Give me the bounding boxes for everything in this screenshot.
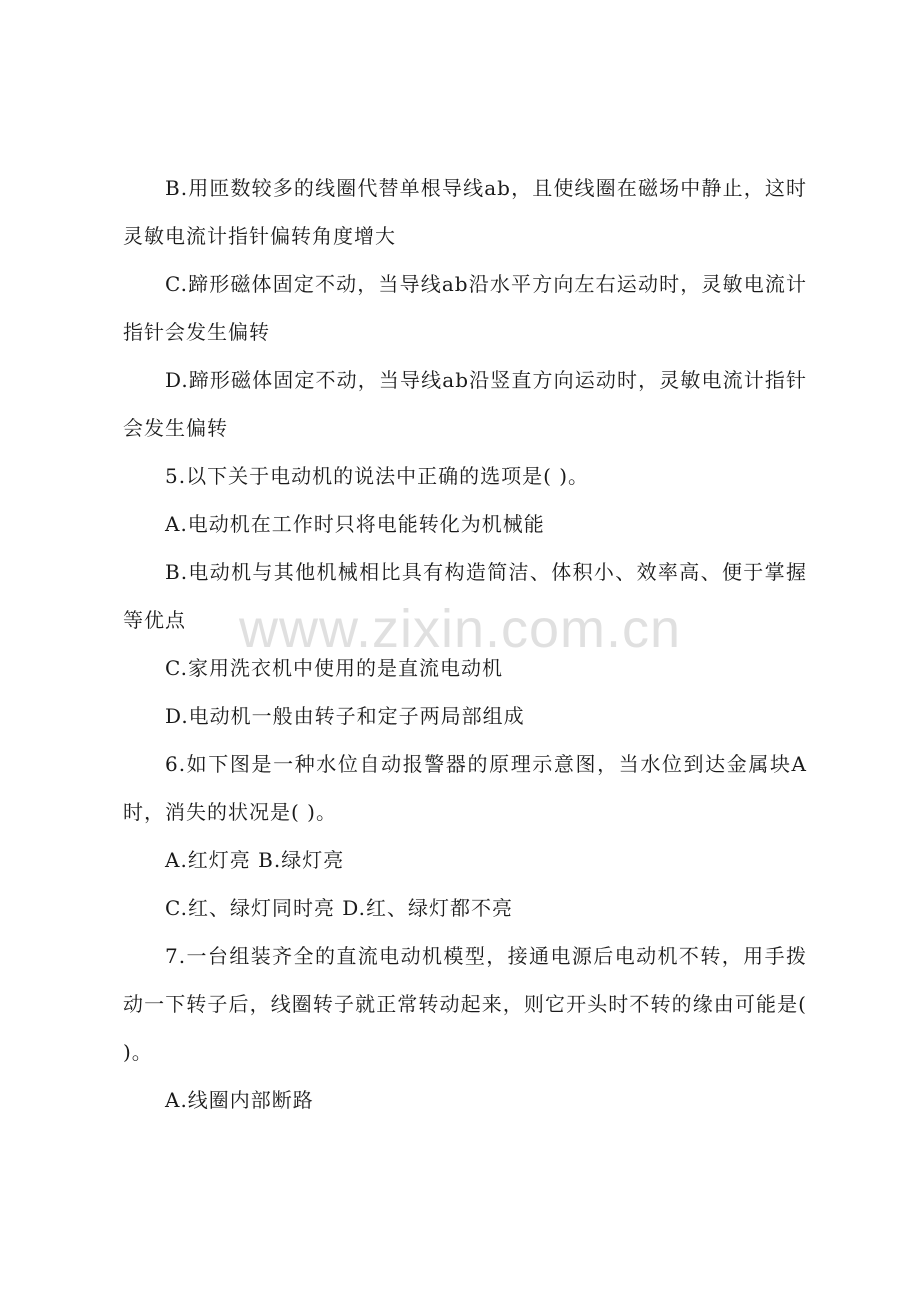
question-paragraph: 6.如下图是一种水位自动报警器的原理示意图，当水位到达金属块A时，消失的状况是( )。 (123, 752, 807, 824)
question-paragraph: 7.一台组装齐全的直流电动机模型，接通电源后电动机不转，用手拨动一下转子后，线圈转子就正常转动起来，则它开头时不转的缘由可能是( )。 (123, 944, 807, 1064)
option-paragraph: A.线圈内部断路 (165, 1088, 314, 1112)
option-paragraph: D.电动机一般由转子和定子两局部组成 (165, 704, 525, 728)
option-paragraph: D.蹄形磁体固定不动，当导线ab沿竖直方向运动时，灵敏电流计指针会发生偏转 (123, 368, 807, 440)
option-paragraph: C.家用洗衣机中使用的是直流电动机 (165, 656, 503, 680)
option-paragraph: C.蹄形磁体固定不动，当导线ab沿水平方向左右运动时，灵敏电流计指针会发生偏转 (123, 272, 807, 344)
option-paragraph: A.电动机在工作时只将电能转化为机械能 (165, 512, 545, 536)
option-paragraph: B.电动机与其他机械相比具有构造简洁、体积小、效率高、便于掌握等优点 (123, 560, 807, 632)
option-paragraph: B.用匝数较多的线圈代替单根导线ab，且使线圈在磁场中静止，这时灵敏电流计指针偏转角度增大 (123, 176, 807, 248)
option-paragraph: A.红灯亮 B.绿灯亮 (165, 848, 345, 872)
document-body (123, 164, 807, 1124)
question-paragraph: 5.以下关于电动机的说法中正确的选项是( )。 (165, 464, 590, 488)
option-paragraph: C.红、绿灯同时亮 D.红、绿灯都不亮 (165, 896, 513, 920)
watermark: www.zixin.com.cn (238, 599, 682, 659)
